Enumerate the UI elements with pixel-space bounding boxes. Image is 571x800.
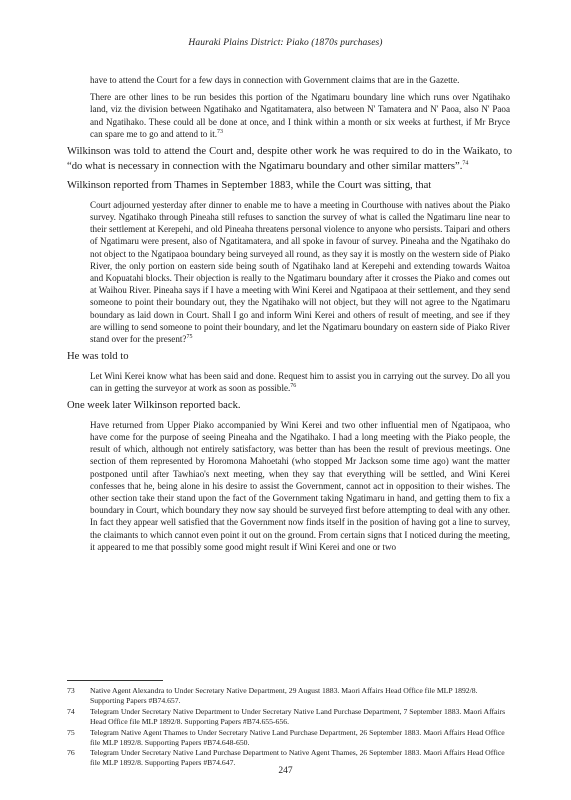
block-quote: have to attend the Court for a few days in connection with Government claims that are in the Gazette.: [90, 75, 460, 85]
footnote-number: 75: [67, 727, 75, 737]
footnote-number: 76: [67, 748, 75, 758]
footnote: [67, 686, 512, 706]
block-quote: Let Wini Kerei know what has been said and done. Request him to assist you in carrying out the survey. Do all you can in getting the surveyor at work as soon as possible.$^{76}$: [90, 370, 510, 394]
footnote-text: Telegram Under Secretary Native Land Purchase Department to Native Agent Thames, 26 September 1883. Maori Affairs Head Office file MLP 1892/8. Supporting Papers #B74.647.: [90, 748, 505, 768]
footnotes: [67, 686, 512, 769]
footnote-text: Telegram Native Agent Thames to Under Secretary Native Land Purchase Department, 26 September 1883. Maori Affairs Head Office file MLP 1892/8. Supporting Papers #B74.648-650.: [90, 727, 505, 747]
footnote-ref: 74: [462, 160, 469, 167]
block-quote: There are other lines to be run besides this portion of the Ngatimaru boundary line which runs over Ngatihako land, viz the division between Ngatihako and Ngatitamatera, also between N' Tamatera and N' Paoa, also N' Paoa and Ngatihako. These could all be done at once, and I think within a month or six weeks at furthest, if Mr Bryce can spare me to go and attend to it.$^{73}$: [90, 92, 510, 139]
block-quote: Court adjourned yesterday after dinner to enable me to have a meeting in Courthouse with natives about the Piako survey. Ngatihako through Pineaha still refuses to sanction the survey of what is called the Ngatimaru line near to their settlement at Kerepehi, and old Pineaha threatens personal violence to anyone who persists. Taipari and others of Ngatimaru were present, also of Ngatitamatera, and all spoke in favour of survey. Pineaha and the Ngatihako do not object to the Ngatipaoa boundary being surveyed all round, as they say it is mostly on the western side of Piako River, the only portion on eastern side being south of Ngatihako land at Kerepehi and extending towards Waitoa and Kopuatahi blocks. Their objection is really to the Ngatimaru boundary after it crosses the Piako and comes out at Waihou River. Pineaha says if I have a meeting with Wini Kerei and Ngatipaoa at their settlement, and they send someone to point their boundary out, they the Ngatihako will not object, but they will not agree to the Ngatimaru boundary as laid down in Court. Shall I go and inform Wini Kerei and others of result of meeting, and see if they are willing to send someone to point their boundary, and let the Ngatimaru boundary on eastern side of Piako River stand over for the present?$^{75}$: [90, 199, 510, 345]
page-number: 247: [278, 766, 293, 776]
footnote-number: 74: [67, 706, 75, 716]
footnote-text: Telegram Under Secretary Native Department to Under Secretary Native Land Purchase Department, 7 September 1883. Maori Affairs Head Office file MLP 1892/8. Supporting Papers #B74.655-656.: [90, 706, 506, 726]
paragraph: He was told to: [67, 351, 129, 363]
footnote-number: 73: [67, 686, 75, 695]
paragraph: Wilkinson reported from Thames in September 1883, while the Court was sitting, that: [67, 180, 432, 192]
running-head: Hauraki Plains District: Piako (1870s purchases): [188, 38, 383, 48]
block-quote: Have returned from Upper Piako accompanied by Wini Kerei and two other influential men of Ngatipaoa, who have come for the purpose of seeing Pineaha and the Ngatihako. I had a long meeting with the Piako people, the result of which, although not entirely satisfactory, was better than has been the result of previous meetings. One section of them represented by Horomona Mahoetahi (who stopped Mr Jackson some time ago) want the matter postponed until after Tawhiao's next meeting, when they say that everything will be settled, and Wini Kerei confesses that he, being alone in his desire to assist the Government, cannot act in opposition to their wishes. The other section take their stand upon the fact of the Government taking Ngatimaru in hand, and getting them to fix a boundary in Court, which boundary they now say should be surveyed first before attempting to deal with any other. In fact they appear well satisfied that the Government now finds itself in the position of having got a line to survey, the claimants to which cannot even point it out on the ground. From certain signs that I noticed during the meeting, it appeared to me that possibly some good might result if Wini Kerei and one or two: [90, 419, 510, 552]
footnote-ref: 73: [217, 128, 224, 135]
footnote-divider: [67, 680, 163, 681]
footnote-ref: 75: [186, 334, 193, 340]
footnote-ref: 76: [290, 383, 297, 389]
footnote: [67, 707, 512, 727]
footnote-text: Native Agent Alexandra to Under Secretary Native Department, 29 August 1883. Maori Affairs Head Office file MLP 1892/8. Supporting Papers #B74.657.: [90, 686, 478, 705]
body-text: [67, 74, 512, 558]
paragraph: One week later Wilkinson reported back.: [67, 400, 241, 412]
footnote: [67, 728, 512, 748]
paragraph: Wilkinson was told to attend the Court and, despite other work he was required to do in the Waikato, to “do what is necessary in connection with the Ngatimaru boundary and other similar matters”.$^{74}$: [67, 146, 512, 172]
